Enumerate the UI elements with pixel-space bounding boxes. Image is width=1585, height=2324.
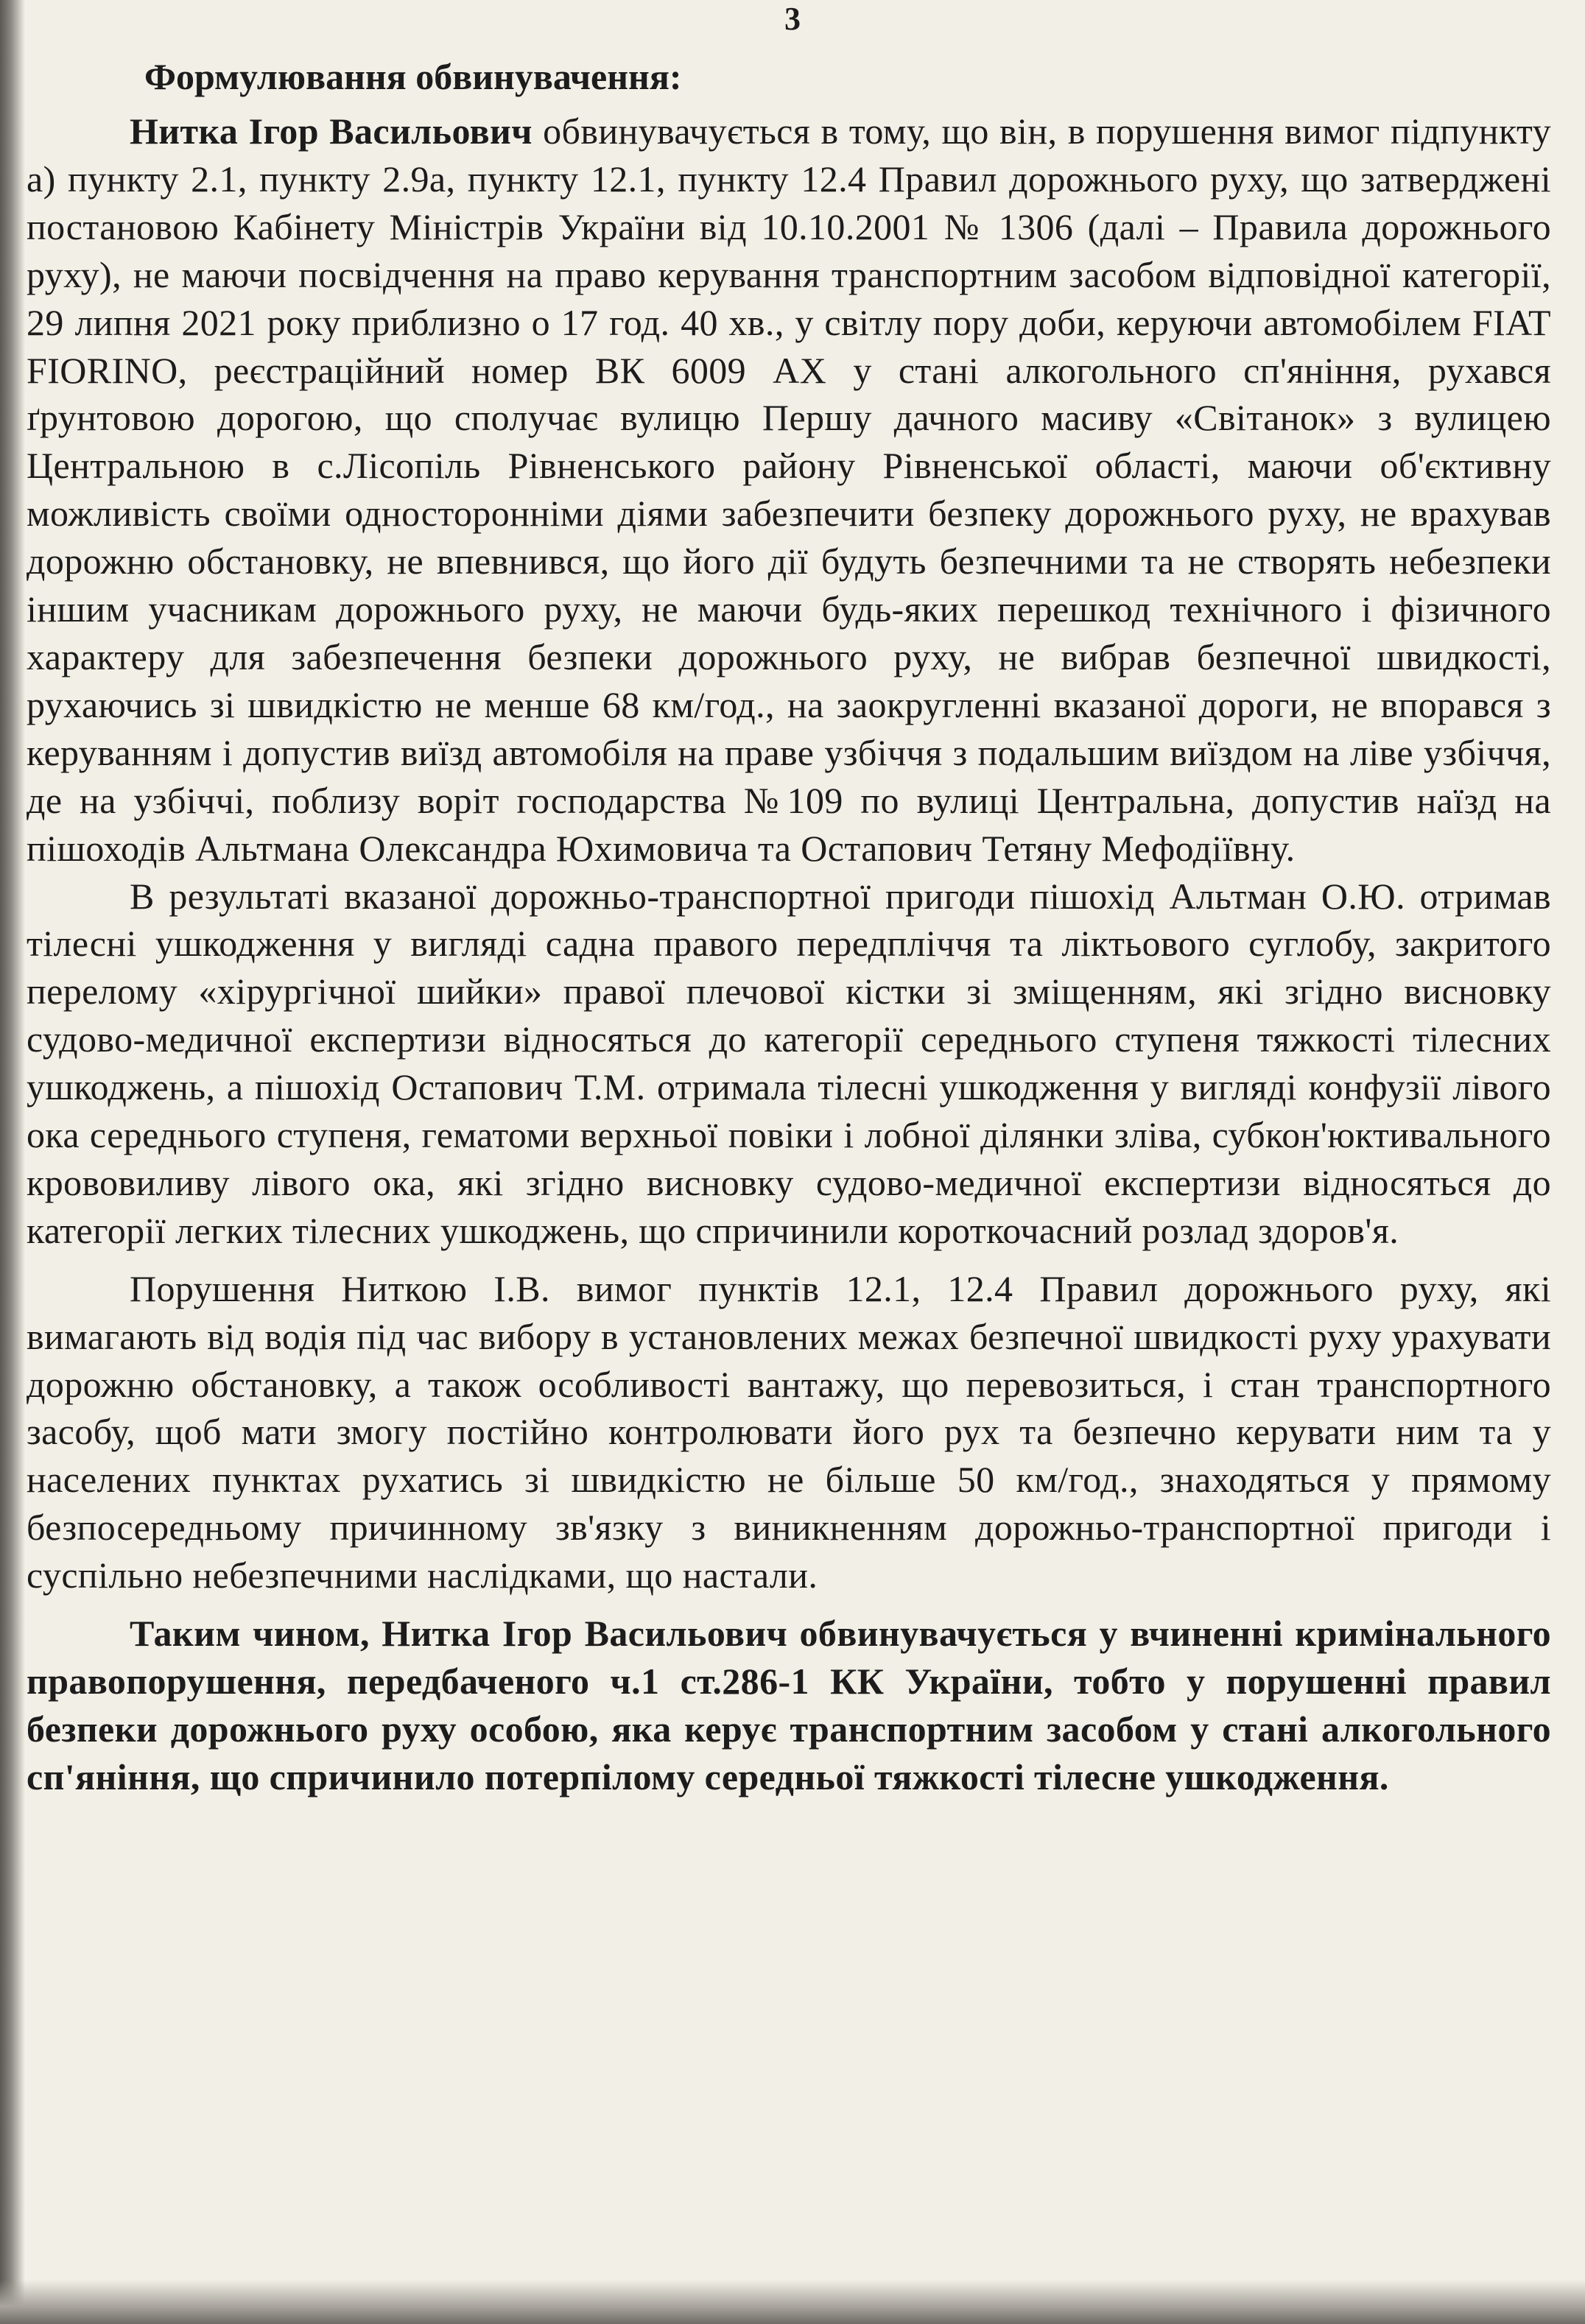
accusation-paragraph (27, 108, 1551, 873)
scan-shadow-left (0, 0, 25, 2324)
violation-paragraph: Порушення Ниткою І.В. вимог пунктів 12.1, 12.4 Правил дорожнього руху, які вимагають від водія під час вибору в установлених межах безпечної швидкості руху урахувати дорожню обстановку, а також особливості вантажу, що перевозиться, і стан транспортного засобу, щоб мати змогу постійно контролювати його рух та безпечно керувати ним та у населених пунктах рухатись зі швидкістю не більше 50 км/год., знаходяться у прямому безпосередньому причинному зв'язку з виникненням дорожньо-транспортної пригоди і суспільно небезпечними наслідками, що настали. (27, 1267, 1551, 1596)
accusation-text: обвинувачується в тому, що він, в порушення вимог підпункту а) пункту 2.1, пункту 2.9а, пункту 12.1, пункту 12.4 Правил дорожнього руху, що затверджені постановою Кабінету Міністрів України від 10.10.2001 № 1306 (далі – Правила дорожнього руху), не маючи посвідчення на право керування транспортним засобом відповідної категорії, 29 липня 2021 року приблизно о 17 год. 40 хв., у світлу пору доби, керуючи автомобілем FIAT FIORINO, реєстраційний номер ВК 6009 АХ у стані алкогольного сп'яніння, рухався ґрунтовою дорогою, що сполучає вулицю Першу дачного масиву «Світанок» з вулицею Центральною в с.Лісопіль Рівненського району Рівненської області, маючи об'єктивну можливість своїми односторонніми діями забезпечити безпеку дорожнього руху, не врахував дорожню обстановку, не впевнився, що його дії будуть безпечними та не створять небезпеки іншим учасникам дорожнього руху, не маючи будь-яких перешкод технічного і фізичного характеру для забезпечення безпеки дорожнього руху, не вибрав безпечної швидкості, рухаючись зі швидкістю не менше 68 км/год., на заокругленні вказаної дороги, не впорався з керуванням і допустив виїзд автомобіля на праве узбіччя з подальшим виїздом на ліве узбіччя, де на узбіччі, поблизу воріт господарства №109 по вулиці Центральна, допустив наїзд на пішоходів Альтмана Олександра Юхимовича та Остапович Тетяну Мефодіївну. (27, 110, 1551, 869)
injuries-paragraph: В результаті вказаної дорожньо-транспортної пригоди пішохід Альтман О.Ю. отримав тілесні ушкодження у вигляді садна правого передпліччя та ліктьового суглобу, закритого перелому «хірургічної шийки» правої плечової кістки зі зміщенням, які згідно висновку судово-медичної експертизи відносяться до категорії середнього ступеня тяжкості тілесних ушкоджень, а пішохід Остапович Т.М. отримала тілесні ушкодження у вигляді конфузії лівого ока середнього ступеня, гематоми верхньої повіки і лобної ділянки зліва, субкон'юктивального крововиливу лівого ока, які згідно висновку судово-медичної експертизи відносяться до категорії легких тілесних ушкоджень, що спричинили короткочасний розлад здоров'я. (27, 875, 1551, 1251)
page-number: 3 (784, 1, 801, 37)
conclusion-paragraph: Таким чином, Нитка Ігор Васильович обвинувачується у вчиненні кримінального правопорушення, передбаченого ч.1 ст.286-1 КК України, тобто у порушенні правил безпеки дорожнього руху особою, яка керує транспортним засобом у стані алкогольного сп'яніння, що спричинило потерпілому середньої тяжкості тілесне ушкодження. (27, 1613, 1551, 1797)
scan-shadow-bottom (0, 2280, 1585, 2324)
section-heading: Формулювання обвинувачення: (144, 56, 682, 97)
accused-name: Нитка Ігор Васильович (130, 110, 533, 152)
document-body (27, 46, 1551, 1801)
